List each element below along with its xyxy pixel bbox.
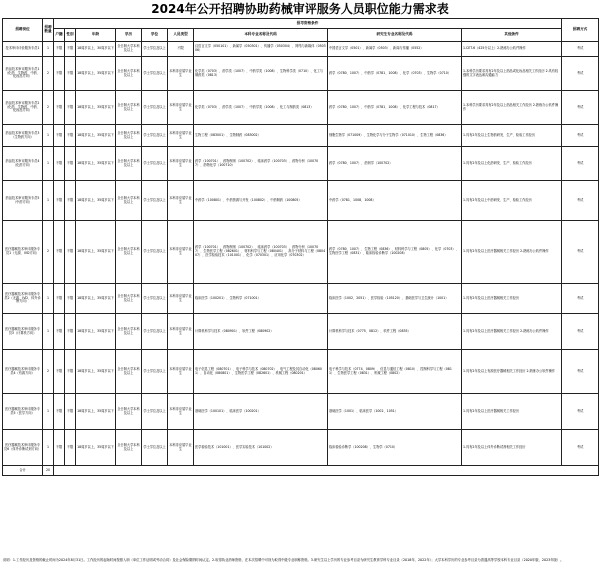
cell-age: 18周岁以上，35周岁以下: [76, 430, 116, 466]
total-count: 20: [43, 466, 54, 476]
cell-edu: 全日制大学本科及以上: [116, 147, 142, 181]
cell-ptype: 本科非应届毕业生: [168, 181, 194, 221]
cell-ptype: 本科非应届毕业生: [168, 221, 194, 284]
cell-other: 1.具有2年及以上化药研发、生产、检验工作经历: [462, 147, 562, 181]
header-edu: 学历: [116, 29, 142, 42]
cell-count: 1: [43, 394, 54, 430]
cell-edu: 全日制大学本科及以上: [116, 42, 142, 57]
cell-count: 2: [43, 221, 54, 284]
table-row: [3, 350, 599, 394]
cell-gender: 不限: [65, 221, 76, 284]
cell-ptype: 本科非应届毕业生: [168, 350, 194, 394]
cell-degree: 学士学位及以上: [142, 221, 168, 284]
cell-pg-major: 中药学（0781、1008、1008）: [328, 181, 462, 221]
cell-ptype: 本科非应届毕业生: [168, 125, 194, 147]
table-row: [3, 284, 599, 314]
header-ug: 本科专业名称及代码: [194, 29, 328, 42]
table-row: [3, 91, 599, 125]
cell-post: 医疗器械技术审评服务专员1（无源、IVD方向）: [3, 221, 43, 284]
cell-pg-major: 中国语言文学（0501）、新闻学（0503）、新闻与传播（0552）: [328, 42, 462, 57]
cell-degree: 学士学位及以上: [142, 314, 168, 350]
cell-gender: 不限: [65, 147, 76, 181]
cell-method: 考试: [562, 221, 599, 284]
cell-gender: 不限: [65, 430, 76, 466]
cell-huji: 不限: [54, 91, 65, 125]
cell-degree: 学士学位及以上: [142, 57, 168, 91]
cell-pg-major: 细胞生物学（071009）、生物化学与分子生物学（071010）、生物工程（0836）: [328, 125, 462, 147]
cell-huji: 不限: [54, 284, 65, 314]
cell-other: 1.本科学历要求具有2年及以上药品相关工作经历 2.熟练办公软件操作: [462, 91, 562, 125]
cell-pg-major: 药学（0780、1007）、生物工程（0836）、材料科学与工程（0805）、化学（0703）、生物医学工程（0831）、临床检验诊断学（100208）: [328, 221, 462, 284]
cell-age: 18周岁以上，35周岁以下: [76, 221, 116, 284]
cell-post: 药品技术审评服务专员1（化药、生物药、中药、化妆品方向）: [3, 57, 43, 91]
header-method: 招聘方式: [562, 19, 599, 42]
cell-other: 1.具有2年及以上医疗器械相关工作经历: [462, 394, 562, 430]
cell-edu: 全日制大学本科及以上: [116, 284, 142, 314]
cell-age: 18周岁以上，35周岁以下: [76, 350, 116, 394]
table-row: [3, 42, 599, 57]
cell-ug-major: 临床医学（100201）、生物科学（071001）: [194, 284, 328, 314]
cell-huji: 不限: [54, 42, 65, 57]
cell-age: 18周岁以上，35周岁以下: [76, 57, 116, 91]
cell-method: 考试: [562, 91, 599, 125]
cell-gender: 不限: [65, 314, 76, 350]
cell-edu: 全日制大学本科及以上: [116, 221, 142, 284]
cell-other: 1.本科学历要求具有2年及以上药品或化妆品相关工作经历 2.具有较强的文字表达和沟通能力: [462, 57, 562, 91]
cell-ptype: 本科非应届毕业生: [168, 147, 194, 181]
cell-method: 考试: [562, 57, 599, 91]
cell-edu: 全日制大学本科及以上: [116, 314, 142, 350]
cell-other: 1.具有2年及以上有源医疗器械相关工作经历 2.熟练办公软件操作: [462, 350, 562, 394]
cell-gender: 不限: [65, 181, 76, 221]
cell-count: 2: [43, 57, 54, 91]
cell-degree: 学士学位及以上: [142, 181, 168, 221]
cell-ptype: 不限: [168, 42, 194, 57]
cell-post: 医疗器械技术审评服务专员3（计算机方向）: [3, 314, 43, 350]
cell-count: 1: [43, 42, 54, 57]
cell-gender: 不限: [65, 350, 76, 394]
cell-other: 1.具有2年及以上中药研发、生产、检验工作经历: [462, 181, 562, 221]
cell-pg-major: 药学（0780、1007）、中药学（0781、1008）、化学工程与技术（0817）: [328, 91, 462, 125]
cell-ptype: 本科非应届毕业生: [168, 314, 194, 350]
header-ptype: 人员类型: [168, 29, 194, 42]
cell-pg-major: 临床检验诊断学（100208）、生物学（0710）: [328, 430, 462, 466]
cell-degree: 学士学位及以上: [142, 394, 168, 430]
cell-age: 18周岁以上，35周岁以下: [76, 91, 116, 125]
cell-count: 1: [43, 430, 54, 466]
header-other: 其他条件: [462, 29, 562, 42]
cell-count: 2: [43, 91, 54, 125]
cell-method: 考试: [562, 350, 599, 394]
cell-gender: 不限: [65, 42, 76, 57]
cell-edu: 全日制大学本科及以上: [116, 91, 142, 125]
header-post: 招聘岗位: [3, 19, 43, 42]
cell-post: 医疗器械技术审评服务专员6（体外诊断试剂方向）: [3, 430, 43, 466]
cell-ptype: 本科非应届毕业生: [168, 394, 194, 430]
header-row-2: [3, 29, 599, 42]
cell-post: 医疗器械技术审评服务专员5（医学方向）: [3, 394, 43, 430]
header-group: 招考资格条件: [54, 19, 562, 29]
header-row-1: [3, 19, 599, 29]
cell-edu: 全日制大学本科及以上: [116, 181, 142, 221]
cell-count: 1: [43, 147, 54, 181]
cell-method: 考试: [562, 181, 599, 221]
header-degree: 学位: [142, 29, 168, 42]
cell-method: 考试: [562, 430, 599, 466]
header-huji: 户籍: [54, 29, 65, 42]
cell-count: 1: [43, 181, 54, 221]
cell-ug-major: 药学（100701）、药物制剂（100702）、临床药学（100703）、药物分析（100707）、生物医学工程（082601）、材料科学与工程（080401）、高分子材料与工程（080407）、医学检验技术（101001）、化学（070301）、应用化学（070302）: [194, 221, 328, 284]
table-row: [3, 57, 599, 91]
cell-method: 考试: [562, 125, 599, 147]
cell-ptype: 本科非应届毕业生: [168, 57, 194, 91]
cell-gender: 不限: [65, 57, 76, 91]
cell-post: 医疗器械技术审评服务专员4（有源方向）: [3, 350, 43, 394]
total-label: 合计: [3, 466, 43, 476]
cell-other: 1.具有2年及以上医疗器械相关工作经历 2.熟练办公软件操作: [462, 221, 562, 284]
header-pg: 研究生专业名称及代码: [328, 29, 462, 42]
cell-huji: 不限: [54, 350, 65, 394]
cell-huji: 不限: [54, 314, 65, 350]
header-age: 年龄: [76, 29, 116, 42]
cell-post: 药品技术审评服务专员2（化药、生物药、中药、化妆品方向）: [3, 91, 43, 125]
cell-degree: 学士学位及以上: [142, 91, 168, 125]
table-row: [3, 314, 599, 350]
cell-other: 1.具有2年及以上体外诊断试剂相关工作经历: [462, 430, 562, 466]
footnote: 说明：1.工作经历及资格的截止时间为2024年8月31日。工作经历的起始时间按照入职（单位工作证明或劳动合同）及社会保险缴纳时间认定。2.取得执业药师资格、在本次招聘中可视为取得中级专业职称资格。3.研究生以上学历的专业参考目录为研究生教育学科专业目录（2018年、2022年）；大学本科学历的专业参考目录为普通高等学校本科专业目录（2020年版、2023年版）。: [3, 558, 564, 562]
cell-degree: 学士学位及以上: [142, 42, 168, 57]
cell-edu: 全日制大学本科及以上: [116, 57, 142, 91]
cell-other: 1.具有2年及以上医疗器械相关工作经历 2.熟练办公软件操作: [462, 314, 562, 350]
cell-method: 考试: [562, 147, 599, 181]
cell-huji: 不限: [54, 125, 65, 147]
cell-ptype: 本科非应届毕业生: [168, 430, 194, 466]
cell-age: 18周岁以上，35周岁以下: [76, 314, 116, 350]
cell-age: 18周岁以上，35周岁以下: [76, 394, 116, 430]
table-row: [3, 147, 599, 181]
cell-other: 1.CET-6（425分以上）2.熟练办公软件操作: [462, 42, 562, 57]
cell-ptype: 本科非应届毕业生: [168, 284, 194, 314]
cell-huji: 不限: [54, 221, 65, 284]
cell-edu: 全日制大学本科及以上: [116, 125, 142, 147]
cell-huji: 不限: [54, 57, 65, 91]
cell-other: 1.具有2年及以上生物药研发、生产、检验工作经历: [462, 125, 562, 147]
total-row: [3, 466, 599, 476]
cell-method: 考试: [562, 314, 599, 350]
cell-pg-major: 电子科学与技术（0774、0809）、信息与通信工程（0810）、控制科学与工程（0811）、生物医学工程（0831）、机械工程（0802）: [328, 350, 462, 394]
table-row: [3, 394, 599, 430]
cell-count: 2: [43, 350, 54, 394]
cell-gender: 不限: [65, 284, 76, 314]
cell-method: 考试: [562, 284, 599, 314]
page-title: 2024年公开招聘协助药械审评服务人员职位能力需求表: [151, 2, 449, 16]
cell-gender: 不限: [65, 91, 76, 125]
cell-gender: 不限: [65, 125, 76, 147]
total-blank: [54, 466, 599, 476]
cell-ug-major: 中药学（100801）、中药资源与开发（100802）、中药制药（100805）: [194, 181, 328, 221]
cell-post: 药品技术审评服务专员3（生物药方向）: [3, 125, 43, 147]
requirements-table: [2, 18, 599, 476]
table-row: [3, 221, 599, 284]
cell-method: 考试: [562, 42, 599, 57]
cell-huji: 不限: [54, 181, 65, 221]
cell-count: 1: [43, 284, 54, 314]
cell-ug-major: 基础医学（100101）、临床医学（100201）: [194, 394, 328, 430]
cell-huji: 不限: [54, 430, 65, 466]
cell-pg-major: 计算机科学与技术（0775、0812）、软件工程（0835）: [328, 314, 462, 350]
cell-degree: 学士学位及以上: [142, 125, 168, 147]
cell-ug-major: 医学检验技术（101001）、医学实验技术（101002）: [194, 430, 328, 466]
cell-age: 18周岁以上，35周岁以下: [76, 284, 116, 314]
cell-method: 考试: [562, 394, 599, 430]
cell-degree: 学士学位及以上: [142, 147, 168, 181]
cell-ug-major: 药学（100701）、药物制剂（100702）、临床药学（100703）、药物分析（100707）、药物化学（100710）: [194, 147, 328, 181]
cell-edu: 全日制大学本科及以上: [116, 430, 142, 466]
cell-age: 18周岁以上，30周岁以下: [76, 42, 116, 57]
cell-pg-major: 药学（0780、1007）、中药学（0781、1008）、化学（0703）、生物学（0710）: [328, 57, 462, 91]
cell-post: 技术审评评价服务专员1: [3, 42, 43, 57]
cell-huji: 不限: [54, 394, 65, 430]
cell-ug-major: 汉语言文学（050101）、新闻学（050301）、传播学（050304）、网络与新媒体（050306）: [194, 42, 328, 57]
cell-age: 18周岁以上，35周岁以下: [76, 181, 116, 221]
cell-ug-major: 生物工程（083001）、生物制药（083002）: [194, 125, 328, 147]
header-count: 招聘数量: [43, 19, 54, 42]
cell-ug-major: 电子信息工程（080701）、电子科学与技术（080702）、电气工程及其自动化（080601）、自动化（080801）、生物医学工程（082601）、机械工程（080201）: [194, 350, 328, 394]
table-row: [3, 125, 599, 147]
cell-post: 药品技术审评服务专员4（化药方向）: [3, 147, 43, 181]
table-row: [3, 430, 599, 466]
cell-ug-major: 化学类（0703）、药学类（1007）、中药学类（1008）、化工与制药类（0813）: [194, 91, 328, 125]
cell-other: 1.具有2年及以上医疗器械相关工作经历: [462, 284, 562, 314]
cell-degree: 学士学位及以上: [142, 430, 168, 466]
table-row: [3, 181, 599, 221]
cell-count: 1: [43, 314, 54, 350]
cell-post: 医疗器械技术审评服务专员2（无源、IVD、体外诊断方向）: [3, 284, 43, 314]
cell-degree: 学士学位及以上: [142, 350, 168, 394]
cell-gender: 不限: [65, 394, 76, 430]
cell-ug-major: 化学类（0703）、药学类（1007）、中药学类（1008）、生物科学类（0710）、化工与制药类（0813）: [194, 57, 328, 91]
cell-age: 18周岁以上，35周岁以下: [76, 125, 116, 147]
cell-pg-major: 临床医学（1002、2051）、医学检验（105120）、基础医学与卫生统计（1001）: [328, 284, 462, 314]
cell-edu: 全日制大学本科及以上: [116, 394, 142, 430]
table-body: [3, 42, 599, 466]
cell-ug-major: 计算机科学与技术（080901）、软件工程（080902）: [194, 314, 328, 350]
header-gender: 性别: [65, 29, 76, 42]
cell-huji: 不限: [54, 147, 65, 181]
cell-count: 1: [43, 125, 54, 147]
cell-pg-major: 基础医学（1001）、临床医学（1002、1051）: [328, 394, 462, 430]
cell-ptype: 本科非应届毕业生: [168, 91, 194, 125]
cell-edu: 全日制大学本科及以上: [116, 350, 142, 394]
cell-pg-major: 药学（0780、1007）、药剂学（100702）: [328, 147, 462, 181]
cell-post: 药品技术审评服务专员5（中药方向）: [3, 181, 43, 221]
cell-age: 18周岁以上，35周岁以下: [76, 147, 116, 181]
cell-degree: 学士学位及以上: [142, 284, 168, 314]
